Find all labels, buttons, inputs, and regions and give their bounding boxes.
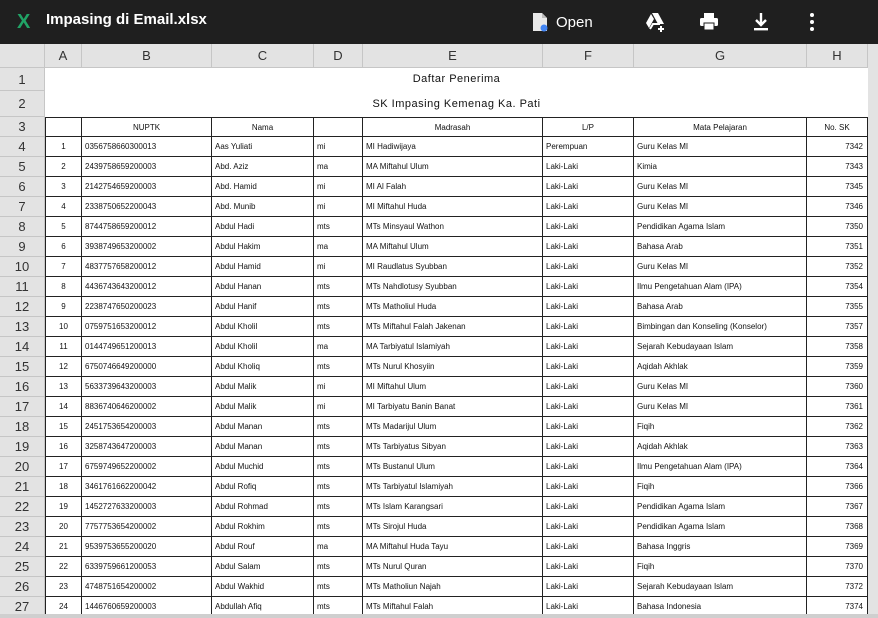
print-icon[interactable] xyxy=(697,10,721,34)
cell-nuptk[interactable]: 0759751653200012 xyxy=(82,317,212,337)
sheet-subtitle: SK Impasing Kemenag Ka. Pati xyxy=(372,98,541,110)
column-title-jenjang[interactable] xyxy=(314,117,363,137)
file-name: Impasing di Email.xlsx xyxy=(46,11,207,28)
cell-no[interactable]: 21 xyxy=(45,537,82,557)
cell-nama[interactable]: Abdul Hamid xyxy=(212,257,314,277)
drive-add-icon[interactable] xyxy=(644,10,668,34)
row-header-15[interactable]: 15 xyxy=(0,357,45,377)
cell-no[interactable]: 18 xyxy=(45,477,82,497)
column-header-h[interactable]: H xyxy=(807,44,868,68)
column-title-mapel[interactable]: Mata Pelajaran xyxy=(634,117,807,137)
cell-jenjang[interactable]: mi xyxy=(314,377,363,397)
cell-nama[interactable]: Abdul Rohmad xyxy=(212,497,314,517)
cell-nama[interactable]: Abdullah Afiq xyxy=(212,597,314,617)
cell-jenjang[interactable]: mts xyxy=(314,457,363,477)
row-header-18[interactable]: 18 xyxy=(0,417,45,437)
cell-no[interactable]: 7 xyxy=(45,257,82,277)
cell-no[interactable]: 15 xyxy=(45,417,82,437)
cell-mapel[interactable]: Ilmu Pengetahuan Alam (IPA) xyxy=(634,457,807,477)
cell-jenjang[interactable]: mts xyxy=(314,277,363,297)
cell-mapel[interactable]: Pendidikan Agama Islam xyxy=(634,517,807,537)
cell-lp[interactable]: Laki-Laki xyxy=(543,437,634,457)
cell-lp[interactable]: Laki-Laki xyxy=(543,297,634,317)
column-title-lp[interactable]: L/P xyxy=(543,117,634,137)
row-header-11[interactable]: 11 xyxy=(0,277,45,297)
cell-nama[interactable]: Abdul Hakim xyxy=(212,237,314,257)
cell-lp[interactable]: Laki-Laki xyxy=(543,157,634,177)
cell-nuptk[interactable]: 8744758659200012 xyxy=(82,217,212,237)
cell-nosk[interactable]: 7366 xyxy=(807,477,868,497)
cell-jenjang[interactable]: mts xyxy=(314,577,363,597)
cell-mapel[interactable]: Ilmu Pengetahuan Alam (IPA) xyxy=(634,277,807,297)
row-header-27[interactable]: 27 xyxy=(0,597,45,617)
row-header-8[interactable]: 8 xyxy=(0,217,45,237)
cell-nuptk[interactable]: 3461761662200042 xyxy=(82,477,212,497)
row-header-19[interactable]: 19 xyxy=(0,437,45,457)
cell-nuptk[interactable]: 4748751654200002 xyxy=(82,577,212,597)
cell-madrasah[interactable]: MTs Miftahul Falah xyxy=(363,597,543,617)
cell-no[interactable]: 4 xyxy=(45,197,82,217)
cell-nama[interactable]: Abdul Hanif xyxy=(212,297,314,317)
cell-madrasah[interactable]: MTs Nurul Quran xyxy=(363,557,543,577)
column-title-no[interactable] xyxy=(45,117,82,137)
cell-madrasah[interactable]: MTs Sirojul Huda xyxy=(363,517,543,537)
cell-madrasah[interactable]: MTs Matholiul Huda xyxy=(363,297,543,317)
row-header-3[interactable]: 3 xyxy=(0,117,45,137)
cell-nuptk[interactable]: 8836740646200002 xyxy=(82,397,212,417)
column-header-g[interactable]: G xyxy=(634,44,807,68)
cell-no[interactable]: 12 xyxy=(45,357,82,377)
row-header-22[interactable]: 22 xyxy=(0,497,45,517)
cell-jenjang[interactable]: mi xyxy=(314,257,363,277)
cell-mapel[interactable]: Fiqih xyxy=(634,417,807,437)
column-title-nosk[interactable]: No. SK xyxy=(807,117,868,137)
cell-mapel[interactable]: Fiqih xyxy=(634,477,807,497)
cell-madrasah[interactable]: MI Miftahul Huda xyxy=(363,197,543,217)
cell-mapel[interactable]: Guru Kelas MI xyxy=(634,197,807,217)
cell-nosk[interactable]: 7361 xyxy=(807,397,868,417)
cell-nuptk[interactable]: 0356758660300013 xyxy=(82,137,212,157)
cell-nosk[interactable]: 7369 xyxy=(807,537,868,557)
cell-mapel[interactable]: Kimia xyxy=(634,157,807,177)
cell-mapel[interactable]: Bahasa Arab xyxy=(634,297,807,317)
cell-nosk[interactable]: 7346 xyxy=(807,197,868,217)
cell-nosk[interactable]: 7342 xyxy=(807,137,868,157)
cell-nuptk[interactable]: 2338750652200043 xyxy=(82,197,212,217)
cell-nosk[interactable]: 7362 xyxy=(807,417,868,437)
cell-nama[interactable]: Abdul Hadi xyxy=(212,217,314,237)
cell-nama[interactable]: Abd. Aziz xyxy=(212,157,314,177)
cell-madrasah[interactable]: MI Al Falah xyxy=(363,177,543,197)
cell-madrasah[interactable]: MA Tarbiyatul Islamiyah xyxy=(363,337,543,357)
cell-lp[interactable]: Laki-Laki xyxy=(543,517,634,537)
cell-lp[interactable]: Laki-Laki xyxy=(543,237,634,257)
cell-mapel[interactable]: Guru Kelas MI xyxy=(634,257,807,277)
cell-nosk[interactable]: 7360 xyxy=(807,377,868,397)
cell-no[interactable]: 24 xyxy=(45,597,82,617)
cell-no[interactable]: 13 xyxy=(45,377,82,397)
cell-lp[interactable]: Laki-Laki xyxy=(543,317,634,337)
cell-nuptk[interactable]: 6759749652200002 xyxy=(82,457,212,477)
row-header-21[interactable]: 21 xyxy=(0,477,45,497)
row-header-12[interactable]: 12 xyxy=(0,297,45,317)
cell-madrasah[interactable]: MI Tarbiyatu Banin Banat xyxy=(363,397,543,417)
cell-jenjang[interactable]: mts xyxy=(314,517,363,537)
doc-icon xyxy=(532,12,548,32)
cell-nosk[interactable]: 7345 xyxy=(807,177,868,197)
cell-mapel[interactable]: Pendidikan Agama Islam xyxy=(634,217,807,237)
cell-nama[interactable]: Abdul Malik xyxy=(212,377,314,397)
column-header-c[interactable]: C xyxy=(212,44,314,68)
cell-no[interactable]: 9 xyxy=(45,297,82,317)
cell-mapel[interactable]: Bahasa Inggris xyxy=(634,537,807,557)
cell-madrasah[interactable]: MTs Bustanul Ulum xyxy=(363,457,543,477)
cell-lp[interactable]: Laki-Laki xyxy=(543,277,634,297)
cell-nama[interactable]: Abdul Kholil xyxy=(212,337,314,357)
cell-nama[interactable]: Abdul Salam xyxy=(212,557,314,577)
cell-nosk[interactable]: 7374 xyxy=(807,597,868,617)
cell-madrasah[interactable]: MI Miftahul Ulum xyxy=(363,377,543,397)
cell-mapel[interactable]: Aqidah Akhlak xyxy=(634,357,807,377)
row-header-24[interactable]: 24 xyxy=(0,537,45,557)
cell-lp[interactable]: Laki-Laki xyxy=(543,337,634,357)
cell-nuptk[interactable]: 2238747650200023 xyxy=(82,297,212,317)
row-header-25[interactable]: 25 xyxy=(0,557,45,577)
column-header-e[interactable]: E xyxy=(363,44,543,68)
cell-jenjang[interactable]: ma xyxy=(314,157,363,177)
spreadsheet xyxy=(0,44,878,618)
cell-nosk[interactable]: 7355 xyxy=(807,297,868,317)
cell-mapel[interactable]: Guru Kelas MI xyxy=(634,377,807,397)
svg-text:X: X xyxy=(17,11,31,33)
open-button[interactable] xyxy=(532,8,618,36)
column-header-b[interactable]: B xyxy=(82,44,212,68)
cell-lp[interactable]: Perempuan xyxy=(543,137,634,157)
row-header-9[interactable]: 9 xyxy=(0,237,45,257)
select-all-corner[interactable] xyxy=(0,44,45,68)
cell-madrasah[interactable]: MTs Minsyaul Wathon xyxy=(363,217,543,237)
cell-nuptk[interactable]: 9539753655200020 xyxy=(82,537,212,557)
cell-no[interactable]: 19 xyxy=(45,497,82,517)
cell-nuptk[interactable]: 5633739643200003 xyxy=(82,377,212,397)
cell-nosk[interactable]: 7354 xyxy=(807,277,868,297)
cell-madrasah[interactable]: MA Miftahul Huda Tayu xyxy=(363,537,543,557)
cell-jenjang[interactable]: mts xyxy=(314,297,363,317)
cell-madrasah[interactable]: MTs Nahdlotusy Syubban xyxy=(363,277,543,297)
cell-no[interactable]: 5 xyxy=(45,217,82,237)
cell-jenjang[interactable]: mts xyxy=(314,557,363,577)
cell-nama[interactable]: Abdul Hanan xyxy=(212,277,314,297)
cell-nosk[interactable]: 7343 xyxy=(807,157,868,177)
cell-lp[interactable]: Laki-Laki xyxy=(543,597,634,617)
cell-nuptk[interactable]: 2439758659200003 xyxy=(82,157,212,177)
cell-lp[interactable]: Laki-Laki xyxy=(543,537,634,557)
cell-madrasah[interactable]: MTs Islam Karangsari xyxy=(363,497,543,517)
row-header-14[interactable]: 14 xyxy=(0,337,45,357)
row-header-10[interactable]: 10 xyxy=(0,257,45,277)
cell-nosk[interactable]: 7352 xyxy=(807,257,868,277)
right-gutter xyxy=(868,68,878,618)
cell-nama[interactable]: Abdul Kholil xyxy=(212,317,314,337)
cell-no[interactable]: 6 xyxy=(45,237,82,257)
cell-nama[interactable]: Abdul Kholiq xyxy=(212,357,314,377)
sheet-grid xyxy=(45,68,868,617)
cell-no[interactable]: 16 xyxy=(45,437,82,457)
cell-nuptk[interactable]: 3938749653200002 xyxy=(82,237,212,257)
cell-nama[interactable]: Abdul Malik xyxy=(212,397,314,417)
cell-nama[interactable]: Abdul Manan xyxy=(212,437,314,457)
cell-nosk[interactable]: 7358 xyxy=(807,337,868,357)
cell-madrasah[interactable]: MTs Nurul Khosyiin xyxy=(363,357,543,377)
cell-mapel[interactable]: Bahasa Arab xyxy=(634,237,807,257)
cell-nuptk[interactable]: 4436743643200012 xyxy=(82,277,212,297)
top-bar xyxy=(0,0,878,44)
row-header-4[interactable]: 4 xyxy=(0,137,45,157)
column-header-d[interactable]: D xyxy=(314,44,363,68)
cell-nuptk[interactable]: 1452727633200003 xyxy=(82,497,212,517)
column-title-nama[interactable]: Nama xyxy=(212,117,314,137)
cell-madrasah[interactable]: MTs Tarbiyatus Sibyan xyxy=(363,437,543,457)
row-header-1[interactable]: 1 xyxy=(0,68,45,91)
cell-mapel[interactable]: Pendidikan Agama Islam xyxy=(634,497,807,517)
cell-nama[interactable]: Abdul Muchid xyxy=(212,457,314,477)
cell-madrasah[interactable]: MI Raudlatus Syubban xyxy=(363,257,543,277)
cell-lp[interactable]: Laki-Laki xyxy=(543,497,634,517)
cell-nama[interactable]: Abdul Rouf xyxy=(212,537,314,557)
bottom-scrollbar[interactable] xyxy=(0,614,878,618)
cell-lp[interactable]: Laki-Laki xyxy=(543,417,634,437)
cell-nama[interactable]: Abd. Hamid xyxy=(212,177,314,197)
cell-madrasah[interactable]: MA Miftahul Ulum xyxy=(363,237,543,257)
row-header-2[interactable]: 2 xyxy=(0,91,45,117)
cell-nosk[interactable]: 7368 xyxy=(807,517,868,537)
row-header-26[interactable]: 26 xyxy=(0,577,45,597)
column-headers xyxy=(0,44,878,68)
cell-jenjang[interactable]: mts xyxy=(314,437,363,457)
cell-lp[interactable]: Laki-Laki xyxy=(543,377,634,397)
cell-mapel[interactable]: Fiqih xyxy=(634,557,807,577)
cell-nuptk[interactable]: 2142754659200003 xyxy=(82,177,212,197)
cell-lp[interactable]: Laki-Laki xyxy=(543,477,634,497)
row-header-16[interactable]: 16 xyxy=(0,377,45,397)
download-icon[interactable] xyxy=(749,10,773,34)
cell-lp[interactable]: Laki-Laki xyxy=(543,457,634,477)
column-header-a[interactable]: A xyxy=(45,44,82,68)
cell-mapel[interactable]: Guru Kelas MI xyxy=(634,177,807,197)
more-vert-icon[interactable] xyxy=(800,10,824,34)
cell-no[interactable]: 2 xyxy=(45,157,82,177)
column-title-nuptk[interactable]: NUPTK xyxy=(82,117,212,137)
sheet-title: Daftar Penerima xyxy=(412,73,501,85)
cell-nama[interactable]: Abdul Manan xyxy=(212,417,314,437)
cell-jenjang[interactable]: mi xyxy=(314,197,363,217)
cell-no[interactable]: 10 xyxy=(45,317,82,337)
cell-nuptk[interactable]: 6750746649200000 xyxy=(82,357,212,377)
row-header-23[interactable]: 23 xyxy=(0,517,45,537)
column-header-f[interactable]: F xyxy=(543,44,634,68)
cell-mapel[interactable]: Guru Kelas MI xyxy=(634,137,807,157)
cell-nuptk[interactable]: 0144749651200013 xyxy=(82,337,212,357)
cell-lp[interactable]: Laki-Laki xyxy=(543,577,634,597)
cell-jenjang[interactable]: mts xyxy=(314,317,363,337)
cell-no[interactable]: 1 xyxy=(45,137,82,157)
cell-mapel[interactable]: Aqidah Akhlak xyxy=(634,437,807,457)
cell-madrasah[interactable]: MI Hadiwijaya xyxy=(363,137,543,157)
cell-nosk[interactable]: 7367 xyxy=(807,497,868,517)
cell-no[interactable]: 11 xyxy=(45,337,82,357)
cell-no[interactable]: 3 xyxy=(45,177,82,197)
cell-lp[interactable]: Laki-Laki xyxy=(543,217,634,237)
cell-jenjang[interactable]: mts xyxy=(314,357,363,377)
cell-nosk[interactable]: 7357 xyxy=(807,317,868,337)
cell-no[interactable]: 8 xyxy=(45,277,82,297)
cell-madrasah[interactable]: MTs Madarijul Ulum xyxy=(363,417,543,437)
cell-jenjang[interactable]: mi xyxy=(314,177,363,197)
cell-nuptk[interactable]: 4837757658200012 xyxy=(82,257,212,277)
cell-lp[interactable]: Laki-Laki xyxy=(543,257,634,277)
cell-jenjang[interactable]: mts xyxy=(314,497,363,517)
cell-jenjang[interactable]: ma xyxy=(314,537,363,557)
cell-madrasah[interactable]: MTs Miftahul Falah Jakenan xyxy=(363,317,543,337)
cell-mapel[interactable]: Sejarah Kebudayaan Islam xyxy=(634,577,807,597)
cell-jenjang[interactable]: mi xyxy=(314,137,363,157)
row-header-6[interactable]: 6 xyxy=(0,177,45,197)
cell-nosk[interactable]: 7363 xyxy=(807,437,868,457)
cell-jenjang[interactable]: ma xyxy=(314,337,363,357)
cell-lp[interactable]: Laki-Laki xyxy=(543,197,634,217)
cell-nosk[interactable]: 7372 xyxy=(807,577,868,597)
cell-madrasah[interactable]: MTs Tarbiyatul Islamiyah xyxy=(363,477,543,497)
open-label: Open xyxy=(556,13,593,31)
cell-jenjang[interactable]: mts xyxy=(314,417,363,437)
cell-nuptk[interactable]: 2451753654200003 xyxy=(82,417,212,437)
row-header-20[interactable]: 20 xyxy=(0,457,45,477)
cell-jenjang[interactable]: mts xyxy=(314,477,363,497)
cell-nuptk[interactable]: 3258743647200003 xyxy=(82,437,212,457)
row-header-13[interactable]: 13 xyxy=(0,317,45,337)
row-header-5[interactable]: 5 xyxy=(0,157,45,177)
cell-jenjang[interactable]: mts xyxy=(314,217,363,237)
cell-nama[interactable]: Abdul Wakhid xyxy=(212,577,314,597)
column-title-madrasah[interactable]: Madrasah xyxy=(363,117,543,137)
cell-nosk[interactable]: 7370 xyxy=(807,557,868,577)
cell-lp[interactable]: Laki-Laki xyxy=(543,357,634,377)
cell-lp[interactable]: Laki-Laki xyxy=(543,177,634,197)
cell-jenjang[interactable]: mts xyxy=(314,597,363,617)
cell-nama[interactable]: Abdul Rofiq xyxy=(212,477,314,497)
row-header-7[interactable]: 7 xyxy=(0,197,45,217)
cell-nuptk[interactable]: 1446760659200003 xyxy=(82,597,212,617)
cell-nama[interactable]: Abdul Rokhim xyxy=(212,517,314,537)
cell-lp[interactable]: Laki-Laki xyxy=(543,397,634,417)
cell-nosk[interactable]: 7350 xyxy=(807,217,868,237)
cell-no[interactable]: 17 xyxy=(45,457,82,477)
cell-lp[interactable]: Laki-Laki xyxy=(543,557,634,577)
cell-jenjang[interactable]: ma xyxy=(314,237,363,257)
cell-nuptk[interactable]: 7757753654200002 xyxy=(82,517,212,537)
cell-nama[interactable]: Aas Yuliati xyxy=(212,137,314,157)
cell-nuptk[interactable]: 6339759661200053 xyxy=(82,557,212,577)
cell-no[interactable]: 23 xyxy=(45,577,82,597)
cell-no[interactable]: 14 xyxy=(45,397,82,417)
cell-no[interactable]: 22 xyxy=(45,557,82,577)
cell-mapel[interactable]: Sejarah Kebudayaan Islam xyxy=(634,337,807,357)
excel-file-icon xyxy=(16,9,34,33)
cell-nama[interactable]: Abd. Munib xyxy=(212,197,314,217)
cell-nosk[interactable]: 7351 xyxy=(807,237,868,257)
cell-jenjang[interactable]: mi xyxy=(314,397,363,417)
cell-mapel[interactable]: Bimbingan dan Konseling (Konselor) xyxy=(634,317,807,337)
cell-madrasah[interactable]: MA Miftahul Ulum xyxy=(363,157,543,177)
row-header-17[interactable]: 17 xyxy=(0,397,45,417)
cell-mapel[interactable]: Bahasa Indonesia xyxy=(634,597,807,617)
cell-mapel[interactable]: Guru Kelas MI xyxy=(634,397,807,417)
cell-nosk[interactable]: 7364 xyxy=(807,457,868,477)
cell-nosk[interactable]: 7359 xyxy=(807,357,868,377)
cell-no[interactable]: 20 xyxy=(45,517,82,537)
cell-madrasah[interactable]: MTs Matholiun Najah xyxy=(363,577,543,597)
